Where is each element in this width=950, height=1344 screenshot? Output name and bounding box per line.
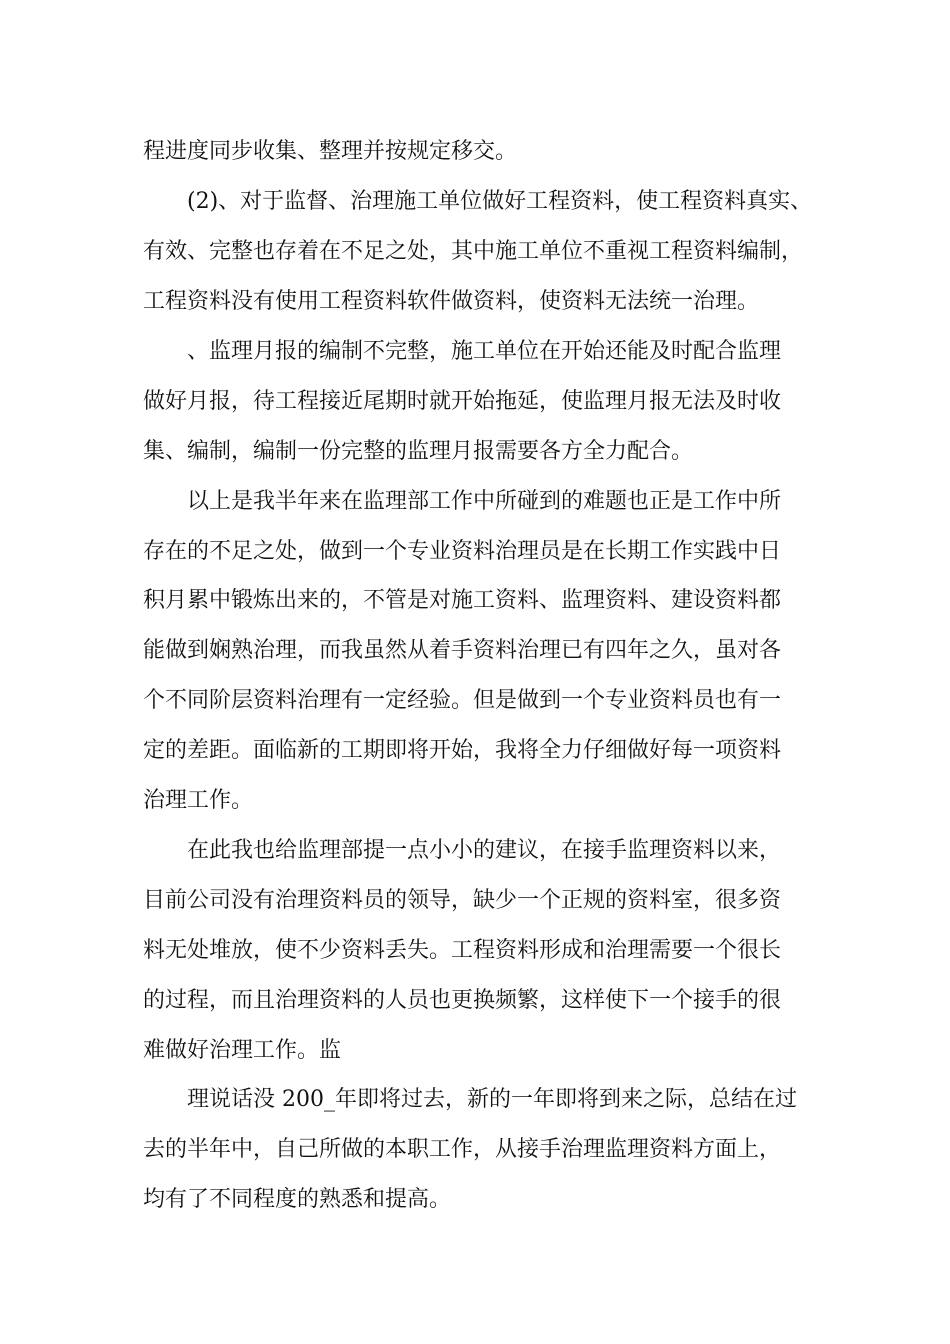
text-line: 目前公司没有治理资料员的领导，缺少一个正规的资料室，很多资 (143, 888, 782, 913)
text-line: 有效、完整也存着在不足之处，其中施工单位不重视工程资料编制， (143, 239, 804, 264)
text-line: 能做到娴熟治理，而我虽然从着手资料治理已有四年之久，虽对各 (143, 638, 782, 663)
text-line: 料无处堆放，使不少资料丢失。工程资料形成和治理需要一个很长 (143, 938, 782, 963)
text-line: 理说话没 200_年即将过去，新的一年即将到来之际，总结在过 (187, 1087, 797, 1112)
text-line: 在此我也给监理部提一点小小的建议，在接手监理资料以来， (187, 838, 782, 863)
text-line: (2)、对于监督、治理施工单位做好工程资料，使工程资料真实、 (187, 189, 813, 214)
text-line: 难做好治理工作。监 (143, 1038, 342, 1063)
text-line: 均有了不同程度的熟悉和提高。 (143, 1187, 452, 1212)
text-line: 以上是我半年来在监理部工作中所碰到的难题也正是工作中所 (187, 489, 782, 514)
text-line: 做好月报，待工程接近尾期时就开始拖延，使监理月报无法及时收 (143, 389, 782, 414)
text-line: 积月累中锻炼出来的，不管是对施工资料、监理资料、建设资料都 (143, 588, 782, 613)
text-line: 工程资料没有使用工程资料软件做资料，使资料无法统一治理。 (143, 289, 760, 314)
text-line: 程进度同步收集、整理并按规定移交。 (143, 139, 518, 164)
text-line: 个不同阶层资料治理有一定经验。但是做到一个专业资料员也有一 (143, 688, 782, 713)
text-line: 的过程，而且治理资料的人员也更换频繁，这样使下一个接手的很 (143, 988, 782, 1013)
text-line: 存在的不足之处，做到一个专业资料治理员是在长期工作实践中日 (143, 539, 782, 564)
text-line: 、监理月报的编制不完整，施工单位在开始还能及时配合监理 (187, 339, 782, 364)
text-line: 定的差距。面临新的工期即将开始，我将全力仔细做好每一项资料 (143, 738, 782, 763)
text-line: 治理工作。 (143, 788, 254, 813)
text-line: 集、编制，编制一份完整的监理月报需要各方全力配合。 (143, 439, 694, 464)
text-line: 去的半年中，自己所做的本职工作，从接手治理监理资料方面上， (143, 1137, 782, 1162)
